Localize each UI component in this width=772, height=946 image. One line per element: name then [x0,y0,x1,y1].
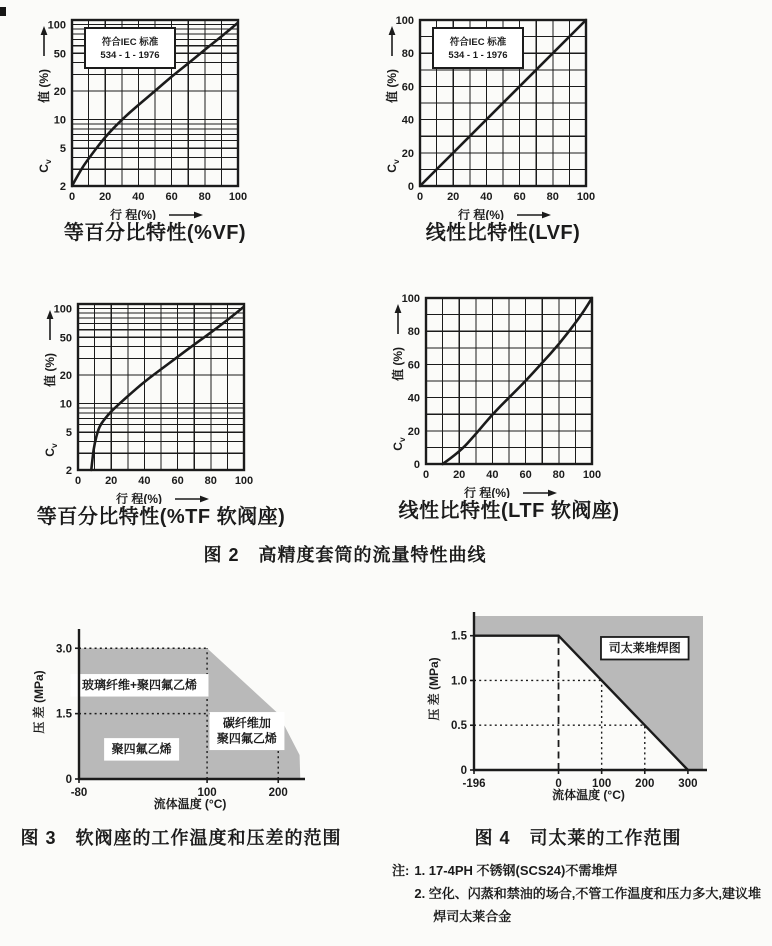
chart-svg-pcttf [16,288,268,504]
chart-svg-lvf [358,4,610,220]
svg-text:0: 0 [460,765,467,777]
svg-text:3.0: 3.0 [56,643,72,656]
svg-text:司太莱堆焊图: 司太莱堆焊图 [608,640,681,655]
svg-text:10: 10 [59,398,72,411]
svg-text:碳纤维加: 碳纤维加 [222,716,271,731]
figure3-caption: 图 3 软阀座的工作温度和压差的范围 [20,828,342,848]
svg-text:-196: -196 [462,778,486,790]
chart-title-equal-percentage-vf: 等百分比特性(%VF) [63,222,247,244]
svg-text:534 - 1 - 1976: 534 - 1 - 1976 [448,50,508,61]
svg-text:100: 100 [576,191,596,203]
svg-text:20: 20 [453,469,466,481]
svg-text:-80: -80 [70,787,88,799]
svg-text:1.0: 1.0 [451,675,467,688]
svg-text:行 程(%): 行 程(%) [464,486,510,498]
svg-text:60: 60 [165,191,178,203]
svg-text:2: 2 [59,181,66,193]
svg-text:1.5: 1.5 [56,708,72,721]
svg-text:80: 80 [552,469,565,481]
svg-text:5: 5 [65,427,72,440]
figure2-caption: 图 2 高精度套筒的流量特性曲线 [203,545,487,565]
svg-text:40: 40 [480,191,493,203]
svg-text:534 - 1 - 1976: 534 - 1 - 1976 [100,50,160,61]
svg-text:100: 100 [582,469,602,481]
svg-text:100: 100 [234,475,254,487]
chart-svg-fig3 [14,612,384,817]
iec-standard-box [85,28,175,68]
svg-text:80: 80 [407,326,420,339]
svg-text:0: 0 [407,181,414,193]
svg-text:100: 100 [197,787,217,799]
chart-svg-ltf [364,282,616,498]
svg-text:0.5: 0.5 [451,720,467,733]
svg-text:值 (%): 值 (%) [37,69,51,103]
chart-linear-ltf [364,282,616,503]
svg-text:40: 40 [401,114,414,127]
svg-text:60: 60 [513,191,526,203]
chart-svg-pctvf [10,4,262,220]
svg-text:100: 100 [592,778,612,790]
svg-text:100: 100 [47,19,66,32]
svg-text:100: 100 [228,191,248,203]
svg-text:0: 0 [65,774,72,786]
svg-text:20: 20 [59,370,72,383]
svg-text:0: 0 [416,191,424,203]
chart-title-linear-lvf: 线性比特性(LVF) [425,222,581,244]
svg-text:行 程(%): 行 程(%) [458,208,504,220]
chart-equal-percentage-vf [10,4,262,225]
chart-title-equal-percentage-tf: 等百分比特性(%TF 软阀座) [36,506,286,528]
svg-text:值 (%): 值 (%) [43,353,57,387]
svg-text:20: 20 [53,86,66,99]
svg-text:玻璃纤维+聚四氟乙烯: 玻璃纤维+聚四氟乙烯 [81,678,197,693]
svg-text:80: 80 [198,191,211,203]
svg-text:40: 40 [132,191,145,203]
svg-text:值 (%): 值 (%) [385,69,399,103]
note-item-2: 2. 空化、闪蒸和禁油的场合,不管工作温度和压力多大,建议堆焊司太莱合金 [414,885,762,924]
svg-text:100: 100 [401,293,420,305]
svg-text:60: 60 [519,469,532,481]
svg-text:60: 60 [171,475,184,487]
svg-text:聚四氟乙烯: 聚四氟乙烯 [216,731,277,746]
chart-linear-lvf [358,4,610,225]
series-curve-pcttf [91,307,244,470]
notes-label: 注: [392,863,410,878]
chart-title-linear-ltf: 线性比特性(LTF 软阀座) [398,500,620,522]
chart-equal-percentage-tf [16,288,268,509]
svg-text:Cv: $C_v$ [385,159,401,173]
note-item-1: 1. 17-4PH 不锈钢(SCS24)不需堆焊 [414,863,618,878]
svg-text:200: 200 [635,778,655,790]
svg-text:100: 100 [53,303,72,316]
svg-text:压 差 (MPa): 压 差 (MPa) [427,657,441,721]
svg-text:符合IEC 标准: 符合IEC 标准 [449,37,507,48]
svg-text:5: 5 [59,143,66,156]
notes-block [392,860,768,928]
svg-text:流体温度 (°C): 流体温度 (°C) [153,797,227,811]
svg-text:符合IEC 标准: 符合IEC 标准 [101,37,159,48]
svg-text:80: 80 [546,191,559,203]
svg-text:20: 20 [401,147,414,160]
svg-text:60: 60 [401,81,414,94]
svg-text:0: 0 [74,475,82,487]
svg-text:0: 0 [413,459,420,471]
svg-text:Cv: $C_v$ [37,159,53,173]
svg-text:20: 20 [407,425,420,438]
chart-soft-seat-operating-range [14,612,384,822]
svg-text:0: 0 [555,778,562,790]
svg-text:行 程(%): 行 程(%) [116,492,162,504]
scan-artifact [0,7,6,16]
svg-text:20: 20 [99,191,112,203]
svg-text:值 (%): 值 (%) [391,347,405,381]
svg-text:2: 2 [65,465,72,477]
figure4-caption: 图 4 司太莱的工作范围 [474,828,682,848]
svg-text:20: 20 [447,191,460,203]
svg-text:压 差 (MPa): 压 差 (MPa) [32,670,46,734]
svg-text:50: 50 [53,48,66,61]
svg-text:60: 60 [407,359,420,372]
svg-text:100: 100 [395,15,414,27]
svg-text:80: 80 [204,475,217,487]
iec-standard-box [433,28,523,68]
svg-text:1.5: 1.5 [451,630,467,643]
chart-stellite-operating-range [408,600,772,817]
svg-text:0: 0 [422,469,430,481]
svg-text:0: 0 [68,191,76,203]
svg-text:20: 20 [105,475,118,487]
svg-text:50: 50 [59,332,72,345]
svg-text:200: 200 [268,787,288,799]
svg-text:10: 10 [53,114,66,127]
svg-text:300: 300 [678,778,698,790]
svg-text:40: 40 [138,475,151,487]
svg-text:流体温度 (°C): 流体温度 (°C) [552,788,625,802]
svg-text:40: 40 [486,469,499,481]
svg-text:Cv: $C_v$ [43,443,59,457]
svg-text:Cv: $C_v$ [391,437,407,451]
chart-svg-fig4 [408,600,772,812]
svg-text:行 程(%): 行 程(%) [110,208,156,220]
svg-text:40: 40 [407,392,420,405]
svg-text:聚四氟乙烯: 聚四氟乙烯 [111,742,172,757]
svg-text:80: 80 [401,48,414,61]
